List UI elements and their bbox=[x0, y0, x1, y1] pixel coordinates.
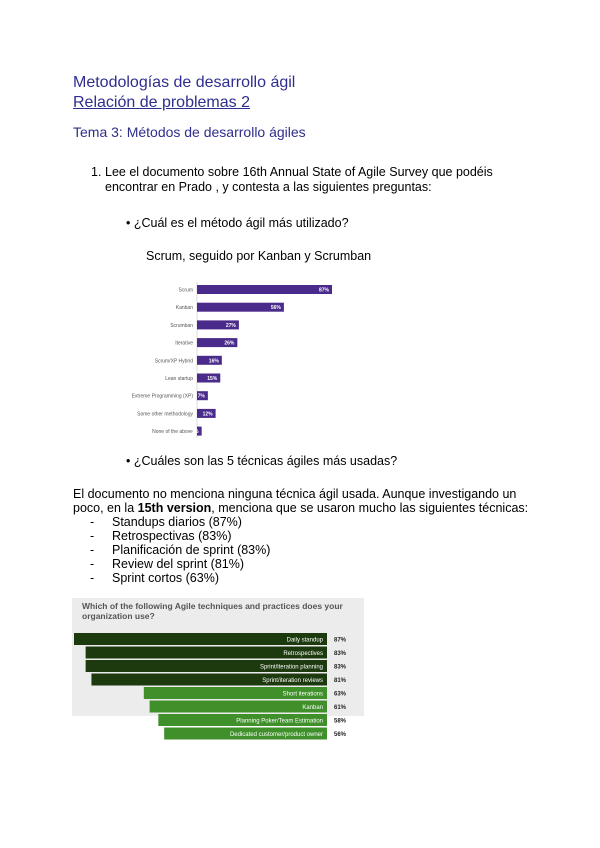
chart-category-label: Some other methodology bbox=[137, 411, 193, 418]
list-item-text: Standups diarios (87%) bbox=[112, 515, 242, 529]
paragraph-text-2: , menciona que se usaron mucho las siguientes técnicas: bbox=[211, 501, 529, 515]
chart-title: Which of the following Agile techniques and practices does your organization use? bbox=[82, 601, 343, 621]
chart-category-label: Short iterations bbox=[282, 691, 323, 698]
chart-data-label: 87% bbox=[334, 637, 347, 644]
chart-category-label: Scrum bbox=[178, 287, 193, 294]
chart-category-label: Daily standup bbox=[286, 637, 323, 644]
chart-category-label: Sprint/iteration planning bbox=[259, 664, 323, 671]
chart-category-label: Planning Poker/Team Estimation bbox=[236, 718, 323, 725]
chart-category-label: Lean startup bbox=[165, 376, 193, 382]
techniques-list bbox=[90, 515, 270, 585]
chart-bar bbox=[150, 701, 327, 713]
chart-data-label: 16% bbox=[208, 358, 219, 365]
chart-data-label: 7% bbox=[197, 393, 205, 400]
chart-category-label: Iterative bbox=[175, 340, 193, 347]
chart-data-label: 83% bbox=[334, 651, 347, 657]
list-item-text: Retrospectivas (83%) bbox=[112, 529, 232, 543]
list-item: - Retrospectivas (83%) bbox=[90, 529, 232, 543]
agile-methods-chart bbox=[120, 280, 380, 440]
techniques-paragraph bbox=[73, 487, 533, 515]
chart-data-label: 87% bbox=[318, 287, 329, 294]
list-item-text: Sprint cortos (63%) bbox=[112, 571, 219, 585]
chart-data-label: 81% bbox=[334, 678, 347, 684]
agile-techniques-chart-svg bbox=[72, 598, 364, 738]
chart-category-label: Extreme Programming (XP) bbox=[131, 393, 193, 400]
chart-data-label: 61% bbox=[334, 705, 347, 711]
chart-data-label: 26% bbox=[224, 340, 235, 347]
list-item: - Standups diarios (87%) bbox=[90, 515, 242, 529]
chart-data-label: 83% bbox=[334, 664, 347, 671]
list-item: - Sprint cortos (63%) bbox=[90, 571, 219, 585]
list-item: - Review del sprint (81%) bbox=[90, 557, 244, 571]
question-most-used-method: • ¿Cuál es el método ágil más utilizado? bbox=[126, 216, 349, 230]
answer-most-used-method: Scrum, seguido por Kanban y Scrumban bbox=[146, 249, 372, 263]
list-item-text: Review del sprint (81%) bbox=[112, 557, 244, 571]
chart-category-label: Kanban bbox=[175, 305, 193, 312]
chart-category-label: Scrum/XP Hybrid bbox=[154, 358, 193, 365]
chart-data-label: 58% bbox=[334, 718, 347, 725]
chart-data-label: 27% bbox=[225, 322, 236, 329]
chart-category-label: None of the above bbox=[152, 429, 193, 436]
paragraph-text-1: El documento no menciona ninguna técnica ágil usada. Aunque investigando un poco, en la bbox=[73, 487, 517, 515]
chart-data-label: 15% bbox=[207, 376, 218, 382]
agile-techniques-chart bbox=[72, 598, 364, 738]
chart-data-label: 3% bbox=[191, 429, 199, 436]
chart-category-label: Dedicated customer/product owner bbox=[229, 732, 323, 738]
chart-data-label: 56% bbox=[334, 732, 347, 738]
chart-bar bbox=[197, 285, 332, 294]
chart-data-label: 12% bbox=[202, 411, 213, 418]
question-number: 1. bbox=[91, 165, 102, 179]
chart-category-label: Kanban bbox=[302, 705, 323, 711]
document-title: Metodologías de desarrollo ágil bbox=[73, 74, 296, 91]
question-text: Lee el documento sobre 16th Annual State of Agile Survey que podéis encontrar en Prado , y contesta a las siguientes preguntas: bbox=[105, 165, 493, 194]
chart-category-label: Sprint/iteration reviews bbox=[262, 678, 323, 684]
topic-heading: Tema 3: Métodos de desarrollo ágiles bbox=[73, 124, 306, 140]
chart-data-label: 56% bbox=[270, 305, 281, 312]
list-item-text: Planificación de sprint (83%) bbox=[112, 543, 271, 557]
paragraph-bold-version: 15th version bbox=[137, 501, 212, 515]
question-1 bbox=[91, 165, 521, 195]
chart-category-label: Retrospectives bbox=[283, 651, 323, 657]
question-top-techniques: • ¿Cuáles son las 5 técnicas ágiles más usadas? bbox=[126, 454, 398, 468]
chart-category-label: Scrumban bbox=[170, 322, 193, 329]
chart-data-label: 63% bbox=[334, 691, 347, 698]
list-item: - Planificación de sprint (83%) bbox=[90, 543, 271, 557]
document-subtitle-link[interactable]: Relación de problemas 2 bbox=[73, 94, 250, 111]
